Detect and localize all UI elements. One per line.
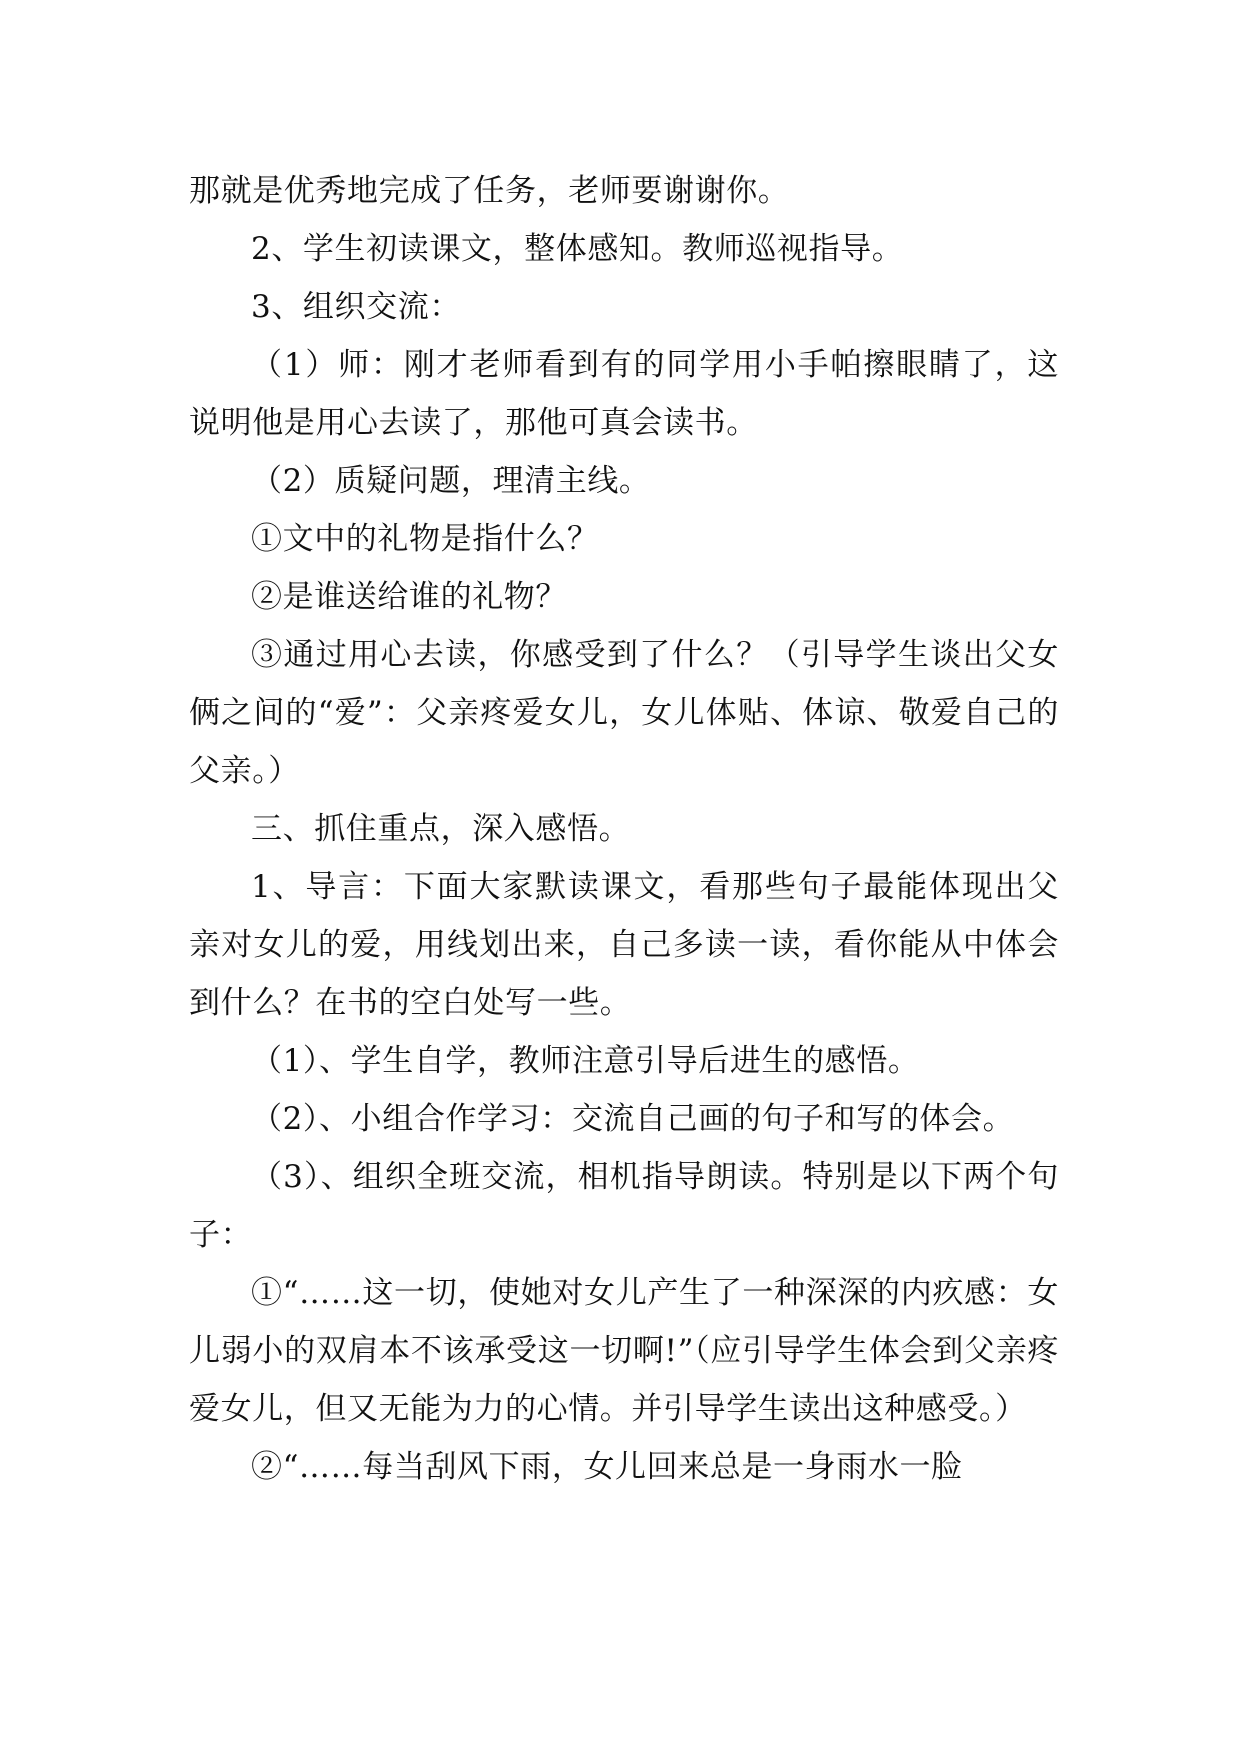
paragraph-1: 那就是优秀地完成了任务，老师要谢谢你。 xyxy=(189,173,790,209)
paragraph-8: ③通过用心去读，你感受到了什么？（引导学生谈出父女俩之间的“爱”：父亲疼爱女儿，女儿体贴、体谅、敬爱自己的父亲。） xyxy=(189,637,1059,789)
paragraph-4: （1）师：刚才老师看到有的同学用小手帕擦眼睛了，这说明他是用心去读了，那他可真会读书。 xyxy=(189,347,1059,441)
paragraph-14: ①“……这一切，使她对女儿产生了一种深深的内疚感：女儿弱小的双肩本不该承受这一切啊!”（应引导学生体会到父亲疼爱女儿，但又无能为力的心情。并引导学生读出这种感受。） xyxy=(189,1275,1059,1427)
paragraph-11: （1）、学生自学，教师注意引导后进生的感悟。 xyxy=(251,1043,920,1079)
paragraph-12: （2）、小组合作学习：交流自己画的句子和写的体会。 xyxy=(251,1101,1015,1137)
paragraph-13: （3）、组织全班交流，相机指导朗读。特别是以下两个句子： xyxy=(189,1159,1059,1253)
paragraph-10: 1、导言：下面大家默读课文，看那些句子最能体现出父亲对女儿的爱，用线划出来，自己多读一读，看你能从中体会到什么？在书的空白处写一些。 xyxy=(189,869,1059,1021)
paragraph-15: ②“……每当刮风下雨，女儿回来总是一身雨水一脸 xyxy=(251,1449,963,1485)
paragraph-6: ①文中的礼物是指什么？ xyxy=(251,521,599,557)
paragraph-7: ②是谁送给谁的礼物？ xyxy=(251,579,567,615)
paragraph-9: 三、抓住重点，深入感悟。 xyxy=(251,811,631,847)
paragraph-5: （2）质疑问题，理清主线。 xyxy=(251,463,651,499)
paragraph-2: 2、学生初读课文，整体感知。教师巡视指导。 xyxy=(251,231,904,267)
document-body xyxy=(189,162,1059,1496)
paragraph-3: 3、组织交流： xyxy=(251,289,461,325)
